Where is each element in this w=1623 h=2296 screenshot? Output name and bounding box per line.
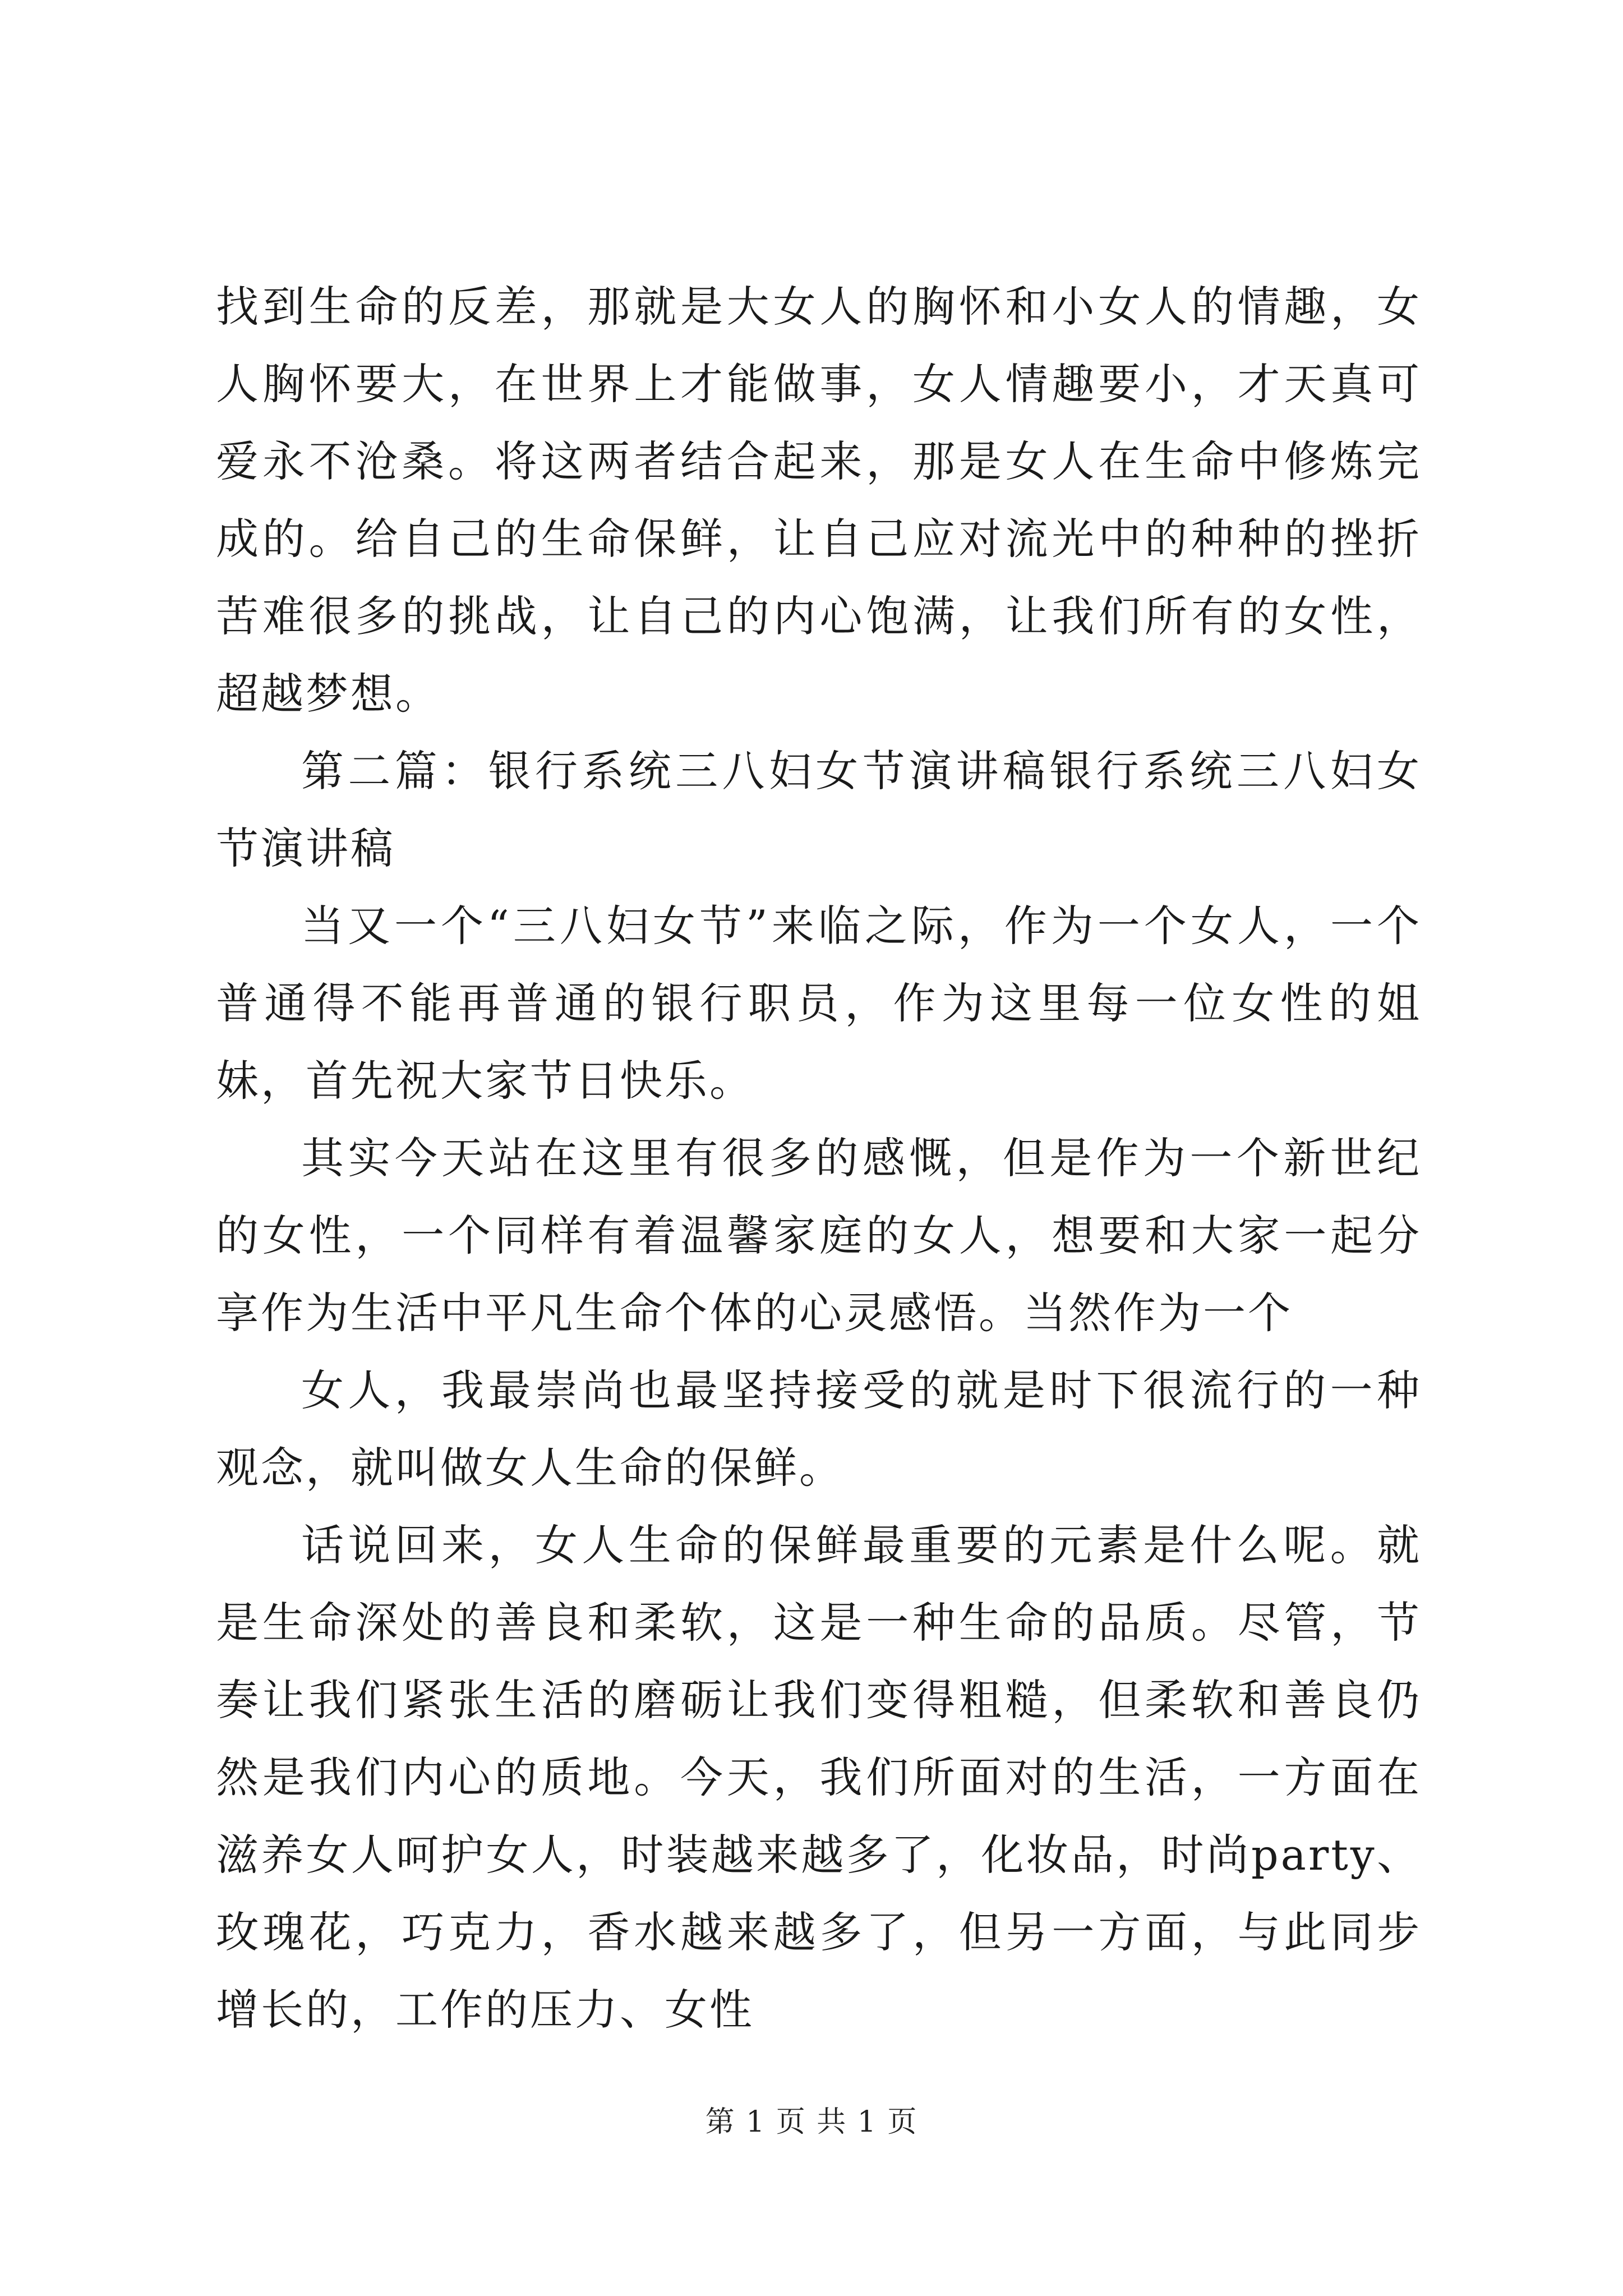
- document-body: [216, 268, 1422, 2049]
- body-paragraph-1: 找到生命的反差，那就是大女人的胸怀和小女人的情趣，女人胸怀要大，在世界上才能做事，女人情趣要小，才天真可爱永不沧桑。将这两者结合起来，那是女人在生命中修炼完成的。给自己的生命保鲜，让自己应对流光中的种种的挫折苦难很多的挑战，让自己的内心饱满，让我们所有的女性，超越梦想。: [216, 282, 1422, 719]
- body-paragraph-5: 话说回来，女人生命的保鲜最重要的元素是什么呢。就是生命深处的善良和柔软，这是一种生命的品质。尽管，节奏让我们紧张生活的磨砺让我们变得粗糙，但柔软和善良仍然是我们内心的质地。今天，我们所面对的生活，一方面在滋养女人呵护女人，时装越来越多了，化妆品，时尚party、玫瑰花，巧克力，香水越来越多了，但另一方面，与此同步增长的，工作的压力、女性: [216, 1520, 1422, 2035]
- body-paragraph-3: 其实今天站在这里有很多的感慨，但是作为一个新世纪的女性，一个同样有着温馨家庭的女人，想要和大家一起分享作为生活中平凡生命个体的心灵感悟。当然作为一个: [216, 1133, 1422, 1338]
- body-paragraph-2: 当又一个“三八妇女节”来临之际，作为一个女人，一个普通得不能再普通的银行职员，作为这里每一位女性的姐妹，首先祝大家节日快乐。: [216, 901, 1422, 1106]
- body-paragraph-4: 女人，我最崇尚也最坚持接受的就是时下很流行的一种观念，就叫做女人生命的保鲜。: [216, 1365, 1422, 1493]
- page-number-footer: 第 1 页 共 1 页: [705, 2105, 918, 2139]
- section-heading-paragraph: 第二篇：银行系统三八妇女节演讲稿银行系统三八妇女节演讲稿: [216, 746, 1422, 873]
